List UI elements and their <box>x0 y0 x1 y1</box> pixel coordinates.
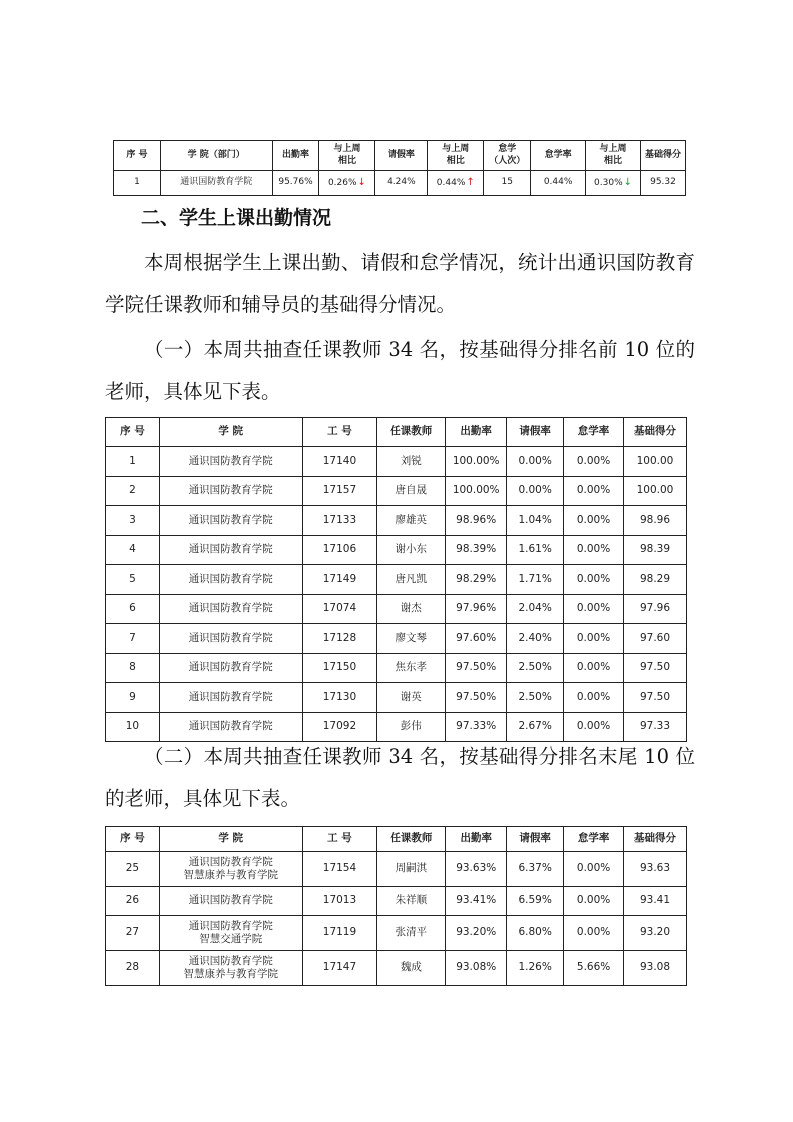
cell-truancy: 0.00% <box>564 476 624 506</box>
cell-leave: 2.40% <box>507 624 564 654</box>
cell-college <box>159 852 302 887</box>
cell-id: 17154 <box>302 852 377 887</box>
table-row <box>106 916 687 951</box>
cell-no: 27 <box>106 916 160 951</box>
col-header-college: 学 院（部门） <box>160 141 272 171</box>
col-header-teacher: 任课教师 <box>377 827 446 852</box>
cell-attendance: 100.00% <box>446 476 507 506</box>
cell-college: 通识国防教育学院 <box>159 447 302 477</box>
cell-attendance: 98.29% <box>446 565 507 595</box>
cell-no: 25 <box>106 852 160 887</box>
col-header-attendance: 出勤率 <box>446 827 507 852</box>
attendance-change-value: 0.26% <box>327 177 357 188</box>
cell-attendance: 93.63% <box>446 852 507 887</box>
col-header-attendance: 出勤率 <box>272 141 319 171</box>
col-header-attendance: 出勤率 <box>446 418 507 447</box>
col-header-score: 基础得分 <box>641 141 686 171</box>
cell-teacher: 谢英 <box>377 683 446 713</box>
top10-header-row <box>106 418 687 447</box>
cell-teacher: 唐凡凯 <box>377 565 446 595</box>
cell-score: 97.96 <box>624 594 687 624</box>
cell-no: 5 <box>106 565 160 595</box>
cell-leave: 6.37% <box>507 852 564 887</box>
cell-leave: 2.50% <box>507 683 564 713</box>
cell-id: 17092 <box>302 712 377 742</box>
cell-truancy-count: 15 <box>484 171 531 196</box>
cell-college: 通识国防教育学院 <box>159 624 302 654</box>
cell-id: 17013 <box>302 887 377 916</box>
cell-score: 98.39 <box>624 535 687 565</box>
cell-attendance: 97.60% <box>446 624 507 654</box>
cell-college: 通识国防教育学院 <box>159 565 302 595</box>
col-header-no: 序 号 <box>106 418 160 447</box>
cell-teacher: 谢杰 <box>377 594 446 624</box>
summary-header-row <box>114 141 686 171</box>
cell-attendance: 97.50% <box>446 653 507 683</box>
col-header-no: 序 号 <box>106 827 160 852</box>
table-row <box>106 535 687 565</box>
summary-row <box>114 171 686 196</box>
cell-attendance: 93.20% <box>446 916 507 951</box>
col-header-no: 序 号 <box>114 141 161 171</box>
cell-leave: 1.04% <box>507 506 564 536</box>
cell-teacher: 彭伟 <box>377 712 446 742</box>
cell-no: 7 <box>106 624 160 654</box>
cell-leave-change <box>428 171 484 196</box>
table-row <box>106 653 687 683</box>
cell-id: 17133 <box>302 506 377 536</box>
college-line: 智慧康养与教育学院 <box>183 869 278 881</box>
cell-no: 26 <box>106 887 160 916</box>
cell-teacher: 刘锐 <box>377 447 446 477</box>
col-header-leave: 请假率 <box>507 827 564 852</box>
cell-attendance: 97.96% <box>446 594 507 624</box>
arrow-down-icon: ↓ <box>357 176 366 188</box>
cell-score: 93.08 <box>624 951 687 986</box>
table-row <box>106 594 687 624</box>
top10-table <box>105 417 687 742</box>
cell-attendance: 98.39% <box>446 535 507 565</box>
col-header-truancy: 怠学率 <box>564 827 624 852</box>
cell-teacher: 周嗣淇 <box>377 852 446 887</box>
cell-truancy: 0.00% <box>564 683 624 713</box>
cell-college: 通识国防教育学院 <box>159 506 302 536</box>
cell-id: 17140 <box>302 447 377 477</box>
cell-truancy: 0.00% <box>564 916 624 951</box>
college-line: 通识国防教育学院 <box>188 894 273 907</box>
cell-id: 17106 <box>302 535 377 565</box>
cell-college <box>159 951 302 986</box>
cell-attendance: 100.00% <box>446 447 507 477</box>
cell-attendance: 95.76% <box>272 171 319 196</box>
cell-truancy: 0.00% <box>564 535 624 565</box>
cell-truancy-rate: 0.44% <box>531 171 586 196</box>
cell-truancy: 0.00% <box>564 447 624 477</box>
cell-score: 100.00 <box>624 476 687 506</box>
cell-college: 通识国防教育学院 <box>159 594 302 624</box>
college-line: 智慧交通学院 <box>199 933 263 945</box>
table-row <box>106 887 687 916</box>
cell-leave: 1.71% <box>507 565 564 595</box>
cell-truancy: 0.00% <box>564 712 624 742</box>
cell-leave: 0.00% <box>507 447 564 477</box>
college-line: 通识国防教育学院 <box>188 919 273 932</box>
cell-college: 通识国防教育学院 <box>159 683 302 713</box>
cell-attendance: 98.96% <box>446 506 507 536</box>
cell-college: 通识国防教育学院 <box>160 171 272 196</box>
cell-id: 17119 <box>302 916 377 951</box>
cell-truancy: 0.00% <box>564 506 624 536</box>
cell-truancy: 0.00% <box>564 653 624 683</box>
cell-no: 3 <box>106 506 160 536</box>
cell-score: 97.50 <box>624 653 687 683</box>
col-header-leave: 请假率 <box>507 418 564 447</box>
cell-no: 2 <box>106 476 160 506</box>
col-header-truancy-change: 与上周 相比 <box>586 141 641 171</box>
cell-id: 17147 <box>302 951 377 986</box>
cell-truancy: 0.00% <box>564 565 624 595</box>
cell-leave: 0.00% <box>507 476 564 506</box>
cell-truancy-change <box>586 171 641 196</box>
cell-score: 100.00 <box>624 447 687 477</box>
cell-leave: 2.67% <box>507 712 564 742</box>
col-header-score: 基础得分 <box>624 827 687 852</box>
table-row <box>106 624 687 654</box>
cell-score: 97.60 <box>624 624 687 654</box>
cell-leave: 2.50% <box>507 653 564 683</box>
cell-leave: 6.59% <box>507 887 564 916</box>
col-header-truancy: 怠学率 <box>564 418 624 447</box>
college-line: 智慧康养与教育学院 <box>183 968 278 980</box>
cell-truancy: 0.00% <box>564 624 624 654</box>
truancy-change-value: 0.30% <box>594 177 623 188</box>
cell-id: 17130 <box>302 683 377 713</box>
cell-teacher: 谢小东 <box>377 535 446 565</box>
cell-score: 95.32 <box>641 171 686 196</box>
cell-no: 10 <box>106 712 160 742</box>
cell-teacher: 张清平 <box>377 916 446 951</box>
cell-teacher: 廖文琴 <box>377 624 446 654</box>
cell-attendance: 97.50% <box>446 683 507 713</box>
col-header-college: 学 院 <box>159 827 302 852</box>
cell-teacher: 朱祥顺 <box>377 887 446 916</box>
cell-score: 98.29 <box>624 565 687 595</box>
bottom-header-row <box>106 827 687 852</box>
cell-college: 通识国防教育学院 <box>159 653 302 683</box>
bottom-table <box>105 826 687 986</box>
cell-college <box>159 887 302 916</box>
cell-no: 4 <box>106 535 160 565</box>
cell-no: 1 <box>114 171 161 196</box>
cell-leave: 1.61% <box>507 535 564 565</box>
cell-no: 8 <box>106 653 160 683</box>
table-row <box>106 951 687 986</box>
cell-teacher: 魏成 <box>377 951 446 986</box>
cell-score: 97.33 <box>624 712 687 742</box>
college-line: 通识国防教育学院 <box>188 855 273 868</box>
cell-no: 1 <box>106 447 160 477</box>
arrow-up-icon: ↑ <box>466 176 475 188</box>
cell-college <box>159 916 302 951</box>
col-header-teacher: 任课教师 <box>377 418 446 447</box>
col-header-attendance-change: 与上周 相比 <box>319 141 375 171</box>
table-row <box>106 683 687 713</box>
cell-truancy: 0.00% <box>564 594 624 624</box>
cell-id: 17150 <box>302 653 377 683</box>
college-line: 通识国防教育学院 <box>188 954 273 967</box>
cell-leave: 2.04% <box>507 594 564 624</box>
paragraph-bottom: （二）本周共抽查任课教师 34 名，按基础得分排名末尾 10 位的老师，具体见下表。 <box>105 745 695 810</box>
cell-teacher: 唐自晟 <box>377 476 446 506</box>
col-header-truancy-rate: 怠学率 <box>531 141 586 171</box>
cell-score: 93.41 <box>624 887 687 916</box>
cell-score: 98.96 <box>624 506 687 536</box>
table-row <box>106 852 687 887</box>
cell-college: 通识国防教育学院 <box>159 712 302 742</box>
table-row <box>106 506 687 536</box>
paragraph-intro: 本周根据学生上课出勤、请假和怠学情况，统计出通识国防教育学院任课教师和辅导员的基础得分情况。 <box>105 251 695 316</box>
cell-score: 93.63 <box>624 852 687 887</box>
cell-id: 17149 <box>302 565 377 595</box>
cell-no: 9 <box>106 683 160 713</box>
col-header-score: 基础得分 <box>624 418 687 447</box>
cell-truancy: 0.00% <box>564 887 624 916</box>
cell-truancy: 5.66% <box>564 951 624 986</box>
cell-attendance: 97.33% <box>446 712 507 742</box>
cell-leave: 4.24% <box>375 171 428 196</box>
arrow-down-icon: ↓ <box>623 176 633 188</box>
col-header-id: 工 号 <box>302 418 377 447</box>
cell-no: 6 <box>106 594 160 624</box>
cell-teacher: 廖雄英 <box>377 506 446 536</box>
section-heading: 二、学生上课出勤情况 <box>141 207 332 229</box>
table-row <box>106 565 687 595</box>
cell-score: 93.20 <box>624 916 687 951</box>
cell-id: 17128 <box>302 624 377 654</box>
cell-id: 17074 <box>302 594 377 624</box>
col-header-leave-change: 与上周 相比 <box>428 141 484 171</box>
cell-teacher: 焦东孝 <box>377 653 446 683</box>
leave-change-value: 0.44% <box>436 177 466 188</box>
cell-attendance-change <box>319 171 375 196</box>
cell-id: 17157 <box>302 476 377 506</box>
cell-leave: 1.26% <box>507 951 564 986</box>
cell-attendance: 93.41% <box>446 887 507 916</box>
paragraph-top10: （一）本周共抽查任课教师 34 名，按基础得分排名前 10 位的老师，具体见下表。 <box>105 338 695 403</box>
cell-leave: 6.80% <box>507 916 564 951</box>
cell-attendance: 93.08% <box>446 951 507 986</box>
cell-college: 通识国防教育学院 <box>159 535 302 565</box>
table-row <box>106 476 687 506</box>
col-header-leave: 请假率 <box>375 141 428 171</box>
cell-college: 通识国防教育学院 <box>159 476 302 506</box>
cell-truancy: 0.00% <box>564 852 624 887</box>
cell-no: 28 <box>106 951 160 986</box>
cell-score: 97.50 <box>624 683 687 713</box>
col-header-id: 工 号 <box>302 827 377 852</box>
col-header-truancy-count: 怠学 （人次） <box>484 141 531 171</box>
table-row <box>106 447 687 477</box>
col-header-college: 学 院 <box>159 418 302 447</box>
summary-table <box>113 140 686 196</box>
